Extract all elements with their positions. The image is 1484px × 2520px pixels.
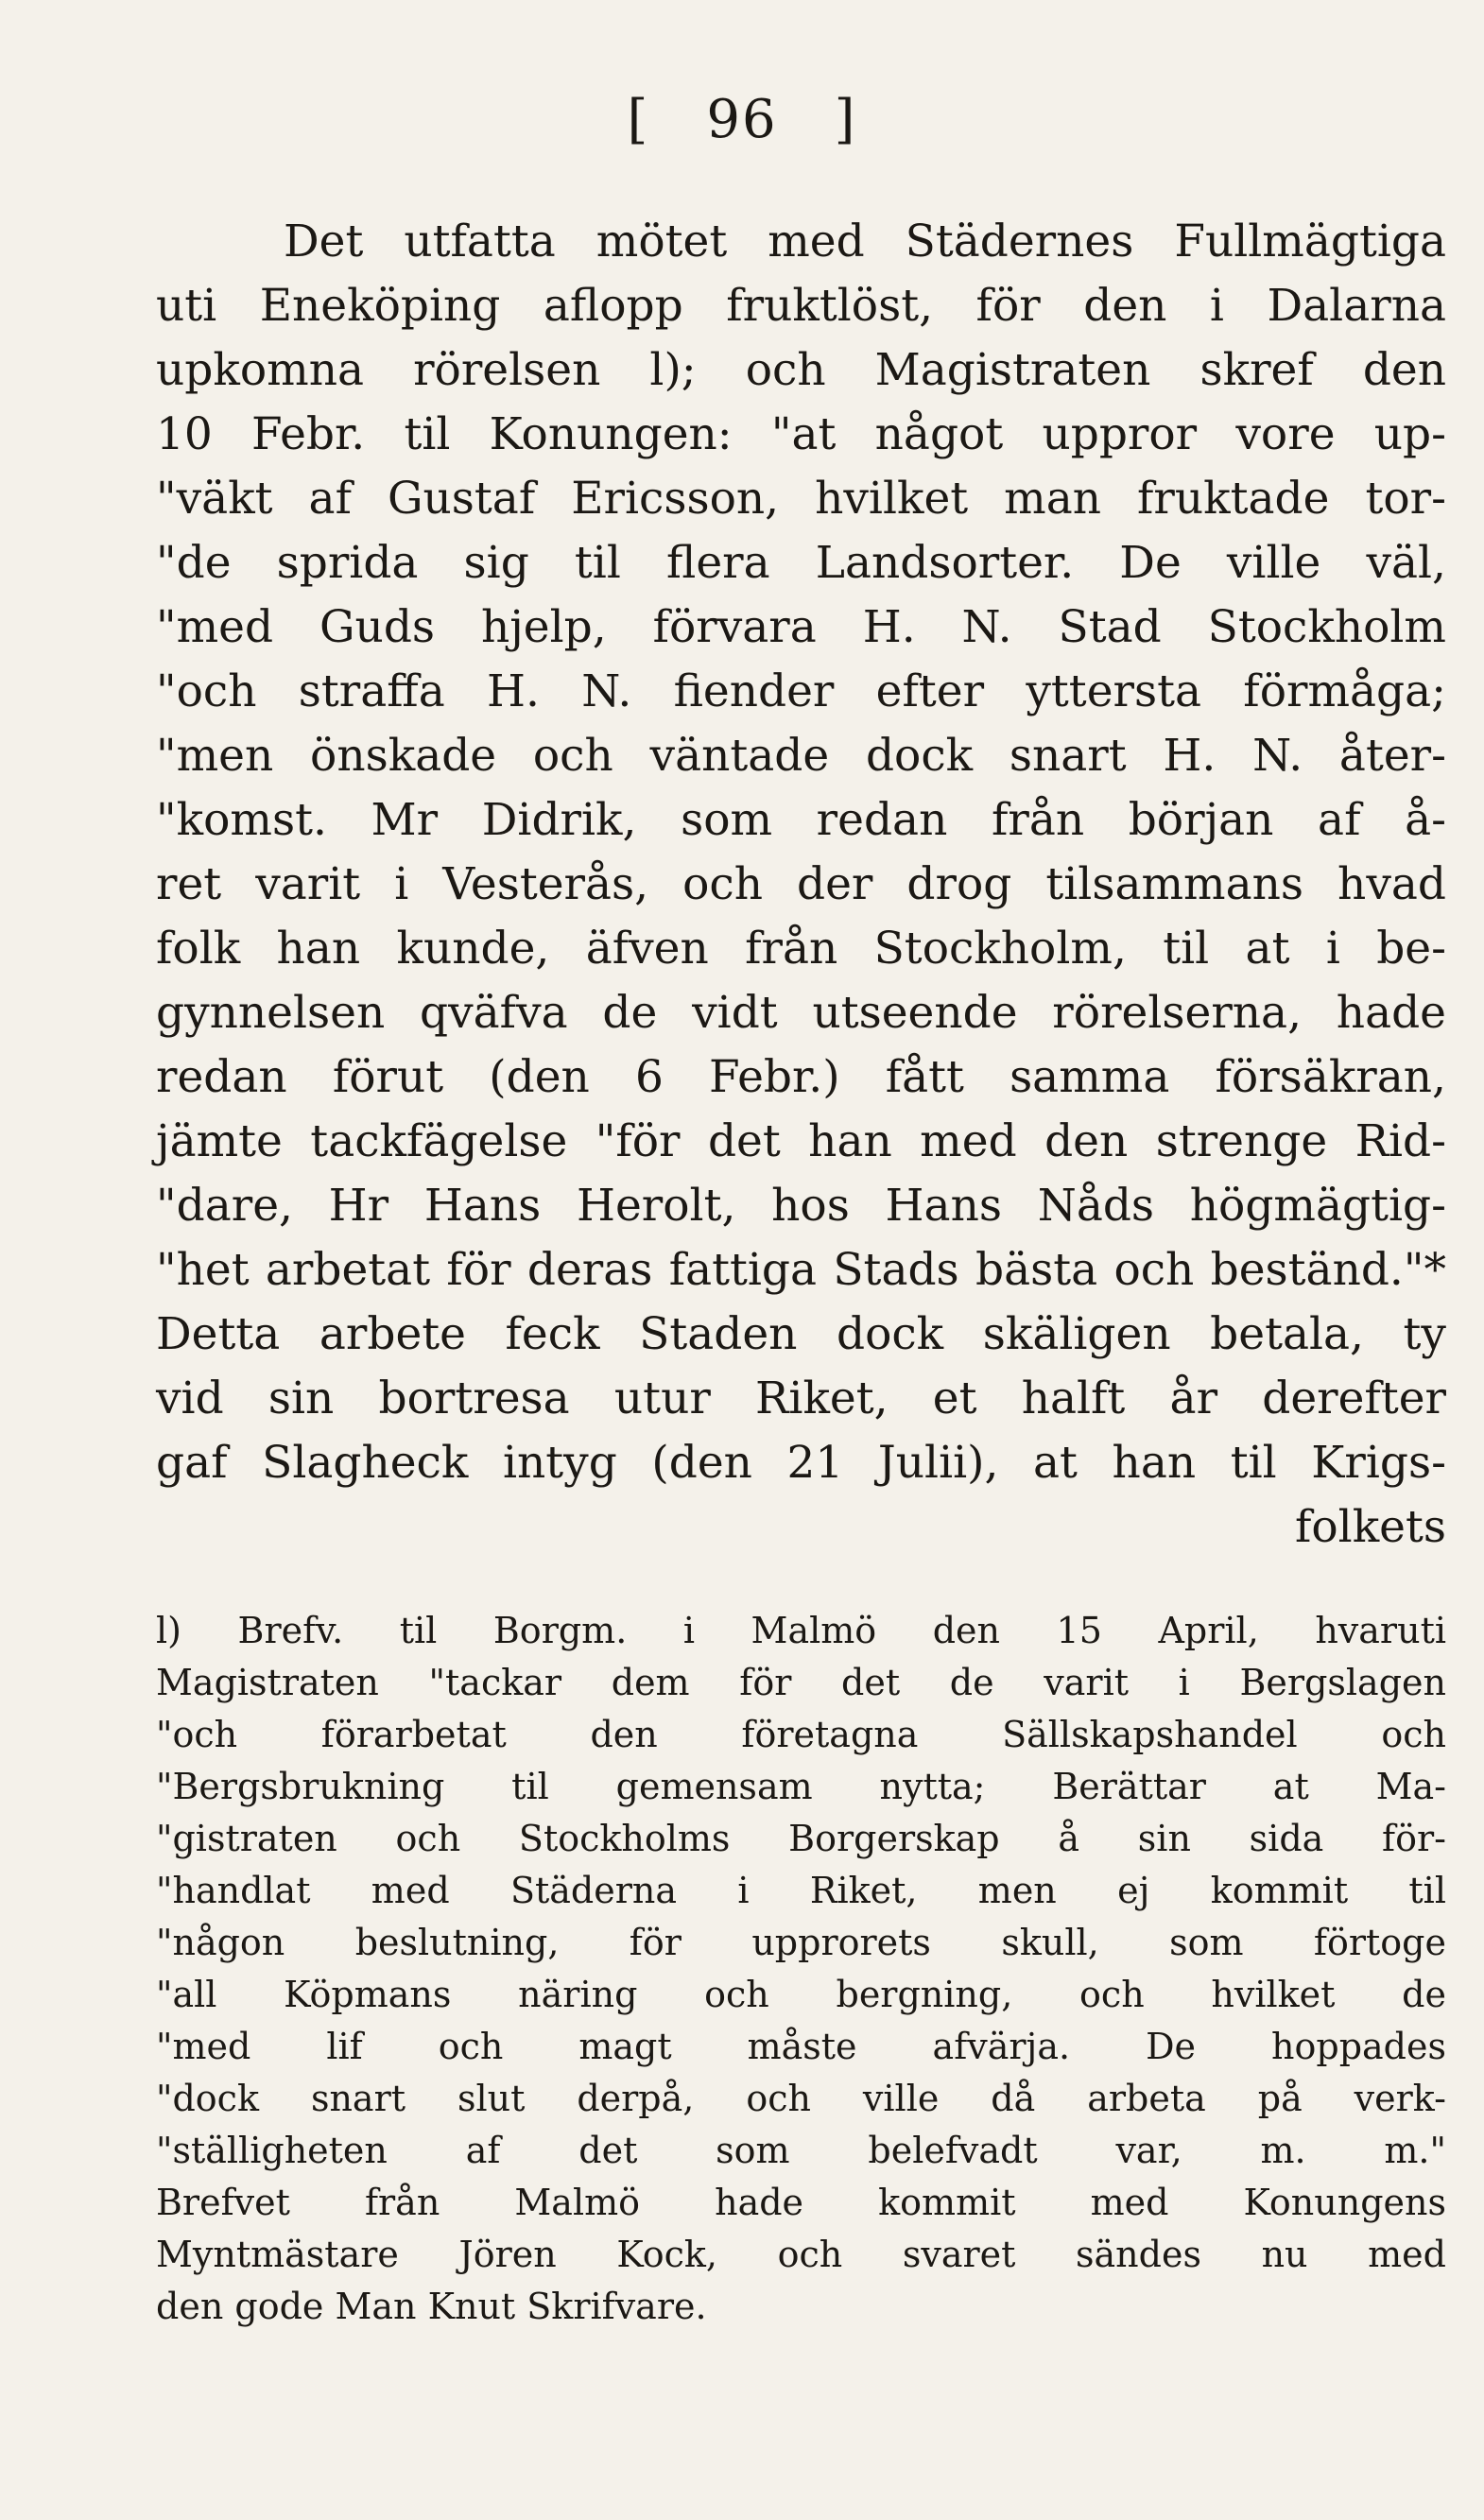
catchword: folkets <box>1294 1501 1446 1553</box>
text-line: Detta arbete feck Staden dock skäligen betala, ty <box>156 1308 1446 1360</box>
footnote-line: "gistraten och Stockholms Borgerskap å sin sida för- <box>156 1818 1446 1859</box>
page-number: 96 <box>706 89 778 150</box>
footnote-line: Brefvet från Malmö hade kommit med Konungens <box>156 2182 1446 2223</box>
text-line: 10 Febr. til Konungen: "at något uppror vore up- <box>156 408 1446 460</box>
footnote-line: Magistraten "tackar dem för det de varit i Bergslagen <box>156 1662 1446 1703</box>
footnote-line: "handlat med Städerna i Riket, men ej kommit til <box>156 1870 1446 1911</box>
footnote-line: "all Köpmans näring och bergning, och hvilket de <box>156 1974 1446 2015</box>
footnote-line: "Bergsbrukning til gemensam nytta; Berättar at Ma- <box>156 1766 1446 1807</box>
text-line: jämte tackfägelse "för det han med den strenge Rid- <box>156 1115 1446 1167</box>
text-line: "men önskade och väntade dock snart H. N. åter- <box>156 730 1446 782</box>
footnote-line: l) Brefv. til Borgm. i Malmö den 15 April, hvaruti <box>156 1610 1446 1651</box>
footnote-line: "och förarbetat den företagna Sällskapshandel och <box>156 1714 1446 1755</box>
text-line: ret varit i Vesterås, och der drog tilsammans hvad <box>156 858 1446 910</box>
text-line: uti Eneköping aflopp fruktlöst, för den i Dalarna <box>156 280 1446 332</box>
footnote-line: "någon beslutning, för upprorets skull, som förtoge <box>156 1922 1446 1963</box>
text-line: "väkt af Gustaf Ericsson, hvilket man fruktade tor- <box>156 473 1446 525</box>
text-line: "och straffa H. N. fiender efter yttersta förmåga; <box>156 665 1446 717</box>
bracket-open: [ <box>627 89 650 150</box>
text-line: upkomna rörelsen l); och Magistraten skref den <box>156 344 1446 396</box>
page-header <box>0 87 1484 153</box>
text-line: "med Guds hjelp, förvara H. N. Stad Stockholm <box>156 601 1446 653</box>
footnote-line: "med lif och magt måste afvärja. De hoppades <box>156 2026 1446 2067</box>
footnote-line: "dock snart slut derpå, och ville då arbeta på verk- <box>156 2078 1446 2119</box>
text-line: "het arbetat för deras fattiga Stads bästa och beständ."* <box>156 1244 1446 1296</box>
text-line: "de sprida sig til flera Landsorter. De ville väl, <box>156 537 1446 589</box>
text-line: vid sin bortresa utur Riket, et halft år derefter <box>156 1372 1446 1424</box>
text-line: "dare, Hr Hans Herolt, hos Hans Nåds högmägtig- <box>156 1180 1446 1232</box>
footnote-line: Myntmästare Jören Kock, och svaret sändes nu med <box>156 2234 1446 2275</box>
footnote-block <box>156 1605 1446 2333</box>
text-line: Det utfatta mötet med Städernes Fullmägtiga <box>284 216 1446 268</box>
bracket-close: ] <box>834 89 857 150</box>
text-line: redan förut (den 6 Febr.) fått samma försäkran, <box>156 1051 1446 1103</box>
footnote-line: den gode Man Knut Skrifvare. <box>156 2286 707 2327</box>
text-line: gaf Slagheck intyg (den 21 Julii), at han til Krigs- <box>156 1437 1446 1489</box>
text-line: folk han kunde, äfven från Stockholm, til at i be- <box>156 923 1446 975</box>
footnote-line: "ställigheten af det som belefvadt var, m. m." <box>156 2130 1446 2171</box>
text-line: gynnelsen qväfva de vidt utseende rörelserna, hade <box>156 987 1446 1039</box>
text-line: "komst. Mr Didrik, som redan från början af å- <box>156 794 1446 846</box>
main-text <box>156 210 1446 1560</box>
